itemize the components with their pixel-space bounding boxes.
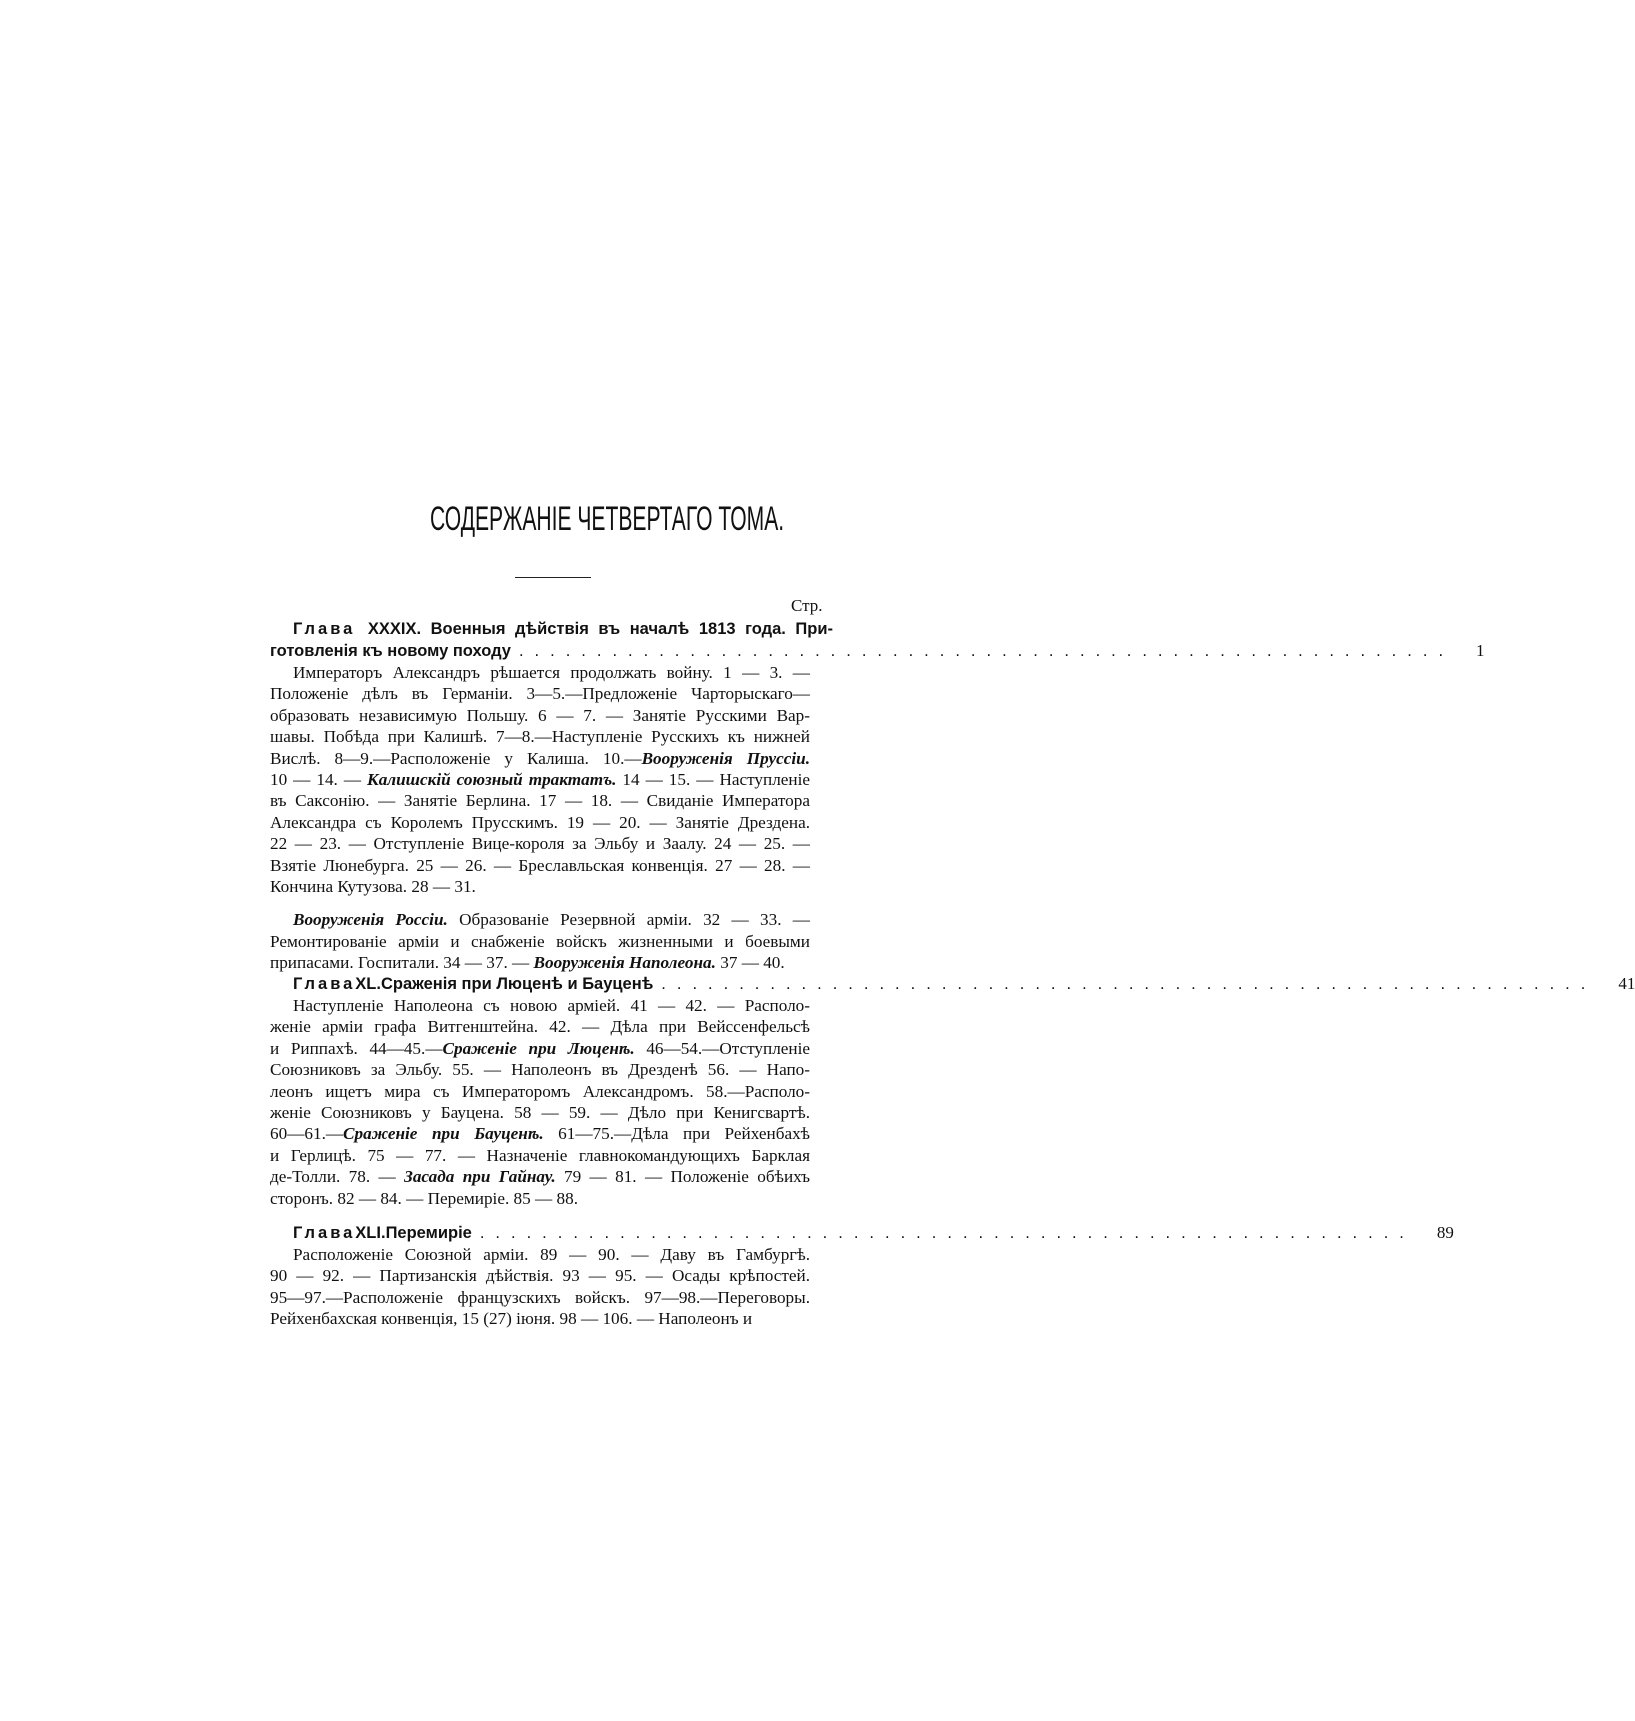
chapter-number: XLI. xyxy=(355,1224,386,1242)
text-segment: 90 — 92. — Партизанскія дѣйствія. 93 — 95. — Осады крѣпостей. xyxy=(270,1266,810,1286)
text-segment: образовать независимую Польшу. 6 — 7. — Занятіе Русскими Вар- xyxy=(270,705,810,725)
text-segment: Ремонтированіе арміи и снабженіе войскъ жизненными и боевыми xyxy=(270,931,810,951)
text-line xyxy=(270,748,810,769)
text-segment: 22 — 23. — Отступленіе Вице-короля за Эльбу и Заалу. 24 — 25. — xyxy=(270,834,810,854)
chapter-title: Перемиріе xyxy=(385,1224,472,1242)
text-line xyxy=(270,683,810,704)
text-segment: Александра съ Королемъ Прусскимъ. 19 — 20. — Занятіе Дрездена. xyxy=(270,812,810,832)
text-line xyxy=(270,1102,810,1123)
chapter-page-number: 1 xyxy=(1476,641,1485,660)
text-segment: Рейхенбахская конвенція, 15 (27) іюня. 98 — 106. — Наполеонъ и xyxy=(270,1309,753,1329)
text-line xyxy=(270,1265,810,1286)
text-segment: сторонъ. 82 — 84. — Перемиріе. 85 — 88. xyxy=(270,1188,578,1208)
text-line xyxy=(270,726,810,747)
text-line xyxy=(270,909,810,930)
chapter-entry xyxy=(270,1222,1454,1330)
text-line xyxy=(270,1188,810,1209)
italic-topic: Вооруженія Пруссіи. xyxy=(641,748,810,768)
chapter-title: Сраженія при Люценѣ и Бауценѣ xyxy=(380,975,654,993)
text-line xyxy=(270,1123,810,1144)
text-line xyxy=(270,1287,810,1308)
text-segment: припасами. Госпитали. 34 — 37. — xyxy=(270,953,534,973)
text-segment: Императоръ Александръ рѣшается продолжать войну. 1 — 3. — xyxy=(293,663,810,682)
dot-leader: ............................................................ xyxy=(518,642,1455,660)
italic-topic: Вооруженія Россіи. xyxy=(293,910,448,930)
italic-topic: Засада при Гайнау. xyxy=(404,1167,556,1187)
italic-topic: Вооруженія Наполеона. xyxy=(533,953,716,973)
text-line xyxy=(270,1059,810,1080)
text-line xyxy=(270,769,810,790)
text-line xyxy=(270,1038,810,1059)
text-line xyxy=(270,855,810,876)
chapter-heading-line xyxy=(270,1222,1454,1244)
chapter-entry xyxy=(270,973,1635,1209)
chapter-heading-line xyxy=(270,973,1635,995)
text-segment: 61—75.—Дѣла при Рейхенбахѣ xyxy=(543,1124,811,1144)
text-line xyxy=(270,1308,810,1329)
text-line xyxy=(270,931,810,952)
text-line xyxy=(270,876,810,897)
chapter-label: Глава xyxy=(293,1224,356,1242)
text-segment: Кончина Кутузова. 28 — 31. xyxy=(270,876,476,896)
text-line xyxy=(270,812,810,833)
chapter-page-number: 89 xyxy=(1436,1223,1454,1242)
chapter-title: Военныя дѣйствія въ началѣ 1813 года. При- xyxy=(430,620,833,638)
text-segment: Наступленіе Наполеона съ новою арміей. 41 — 42. — Располо- xyxy=(293,996,810,1015)
text-line xyxy=(270,790,810,811)
text-line xyxy=(270,995,810,1016)
text-segment: 14 — 15. — Наступленіе xyxy=(616,769,811,789)
dot-leader: ............................................................ xyxy=(479,1224,1415,1242)
text-segment: Образованіе Резервной арміи. 32 — 33. — xyxy=(447,910,810,930)
text-line xyxy=(270,1016,810,1037)
italic-topic: Калишскій союзный трактатъ. xyxy=(367,769,617,789)
title-rule xyxy=(515,577,591,578)
text-segment: 10 — 14. — xyxy=(270,769,368,789)
text-line xyxy=(270,1244,810,1265)
text-line xyxy=(270,705,810,726)
text-segment: Взятіе Люнебурга. 25 — 26. — Бреславльская конвенція. 27 — 28. — xyxy=(270,855,810,875)
text-line xyxy=(270,833,810,854)
italic-topic: Сраженіе при Люценѣ. xyxy=(442,1038,635,1058)
chapter-title: готовленія къ новому походу xyxy=(270,642,511,660)
page-column-label: Стр. xyxy=(791,596,823,615)
text-segment: женіе арміи графа Витгенштейна. 42. — Дѣла при Вейссенфельсѣ xyxy=(270,1017,810,1037)
text-line xyxy=(270,952,810,973)
chapter-number: XXXIX. xyxy=(367,620,431,638)
text-line xyxy=(270,662,810,683)
text-segment: женіе Союзниковъ у Бауцена. 58 — 59. — Дѣло при Кенигсвартѣ. xyxy=(270,1102,810,1122)
paragraph-gap xyxy=(270,897,810,909)
text-segment: 46—54.—Отступленіе xyxy=(634,1038,811,1058)
text-segment: 60—61.— xyxy=(270,1124,344,1144)
text-line xyxy=(270,1081,810,1102)
text-segment: Союзниковъ за Эльбу. 55. — Наполеонъ въ Дрезденѣ 56. — Напо- xyxy=(270,1060,810,1080)
text-segment: Расположеніе Союзной арміи. 89 — 90. — Даву въ Гамбургѣ. xyxy=(293,1245,810,1264)
dot-leader: ............................................................ xyxy=(661,975,1597,993)
text-segment: и Риппахѣ. 44—45.— xyxy=(270,1038,443,1058)
chapter-heading-line xyxy=(270,640,1485,662)
text-segment: и Герлицѣ. 75 — 77. — Назначеніе главнокомандующихъ Барклая xyxy=(270,1145,810,1165)
text-segment: Положеніе дѣлъ въ Германіи. 3—5.—Предложеніе Чарторыскаго— xyxy=(270,684,810,704)
page-title: СОДЕРЖАНІЕ ЧЕТВЕРТАГО ТОМА. xyxy=(430,500,785,538)
chapter-number: XL. xyxy=(355,975,381,993)
text-segment: 37 — 40. xyxy=(715,953,785,973)
text-line xyxy=(270,1145,810,1166)
chapter-heading-line xyxy=(270,618,833,640)
text-segment: леонъ ищетъ мира съ Императоромъ Александромъ. 58.—Располо- xyxy=(270,1081,810,1101)
text-line xyxy=(270,1166,810,1187)
chapter-label: Глава xyxy=(293,620,368,638)
text-segment: шавы. Побѣда при Калишѣ. 7—8.—Наступленіе Русскихъ къ нижней xyxy=(270,727,810,747)
text-segment: де-Толли. 78. — xyxy=(270,1167,405,1187)
chapter-entry xyxy=(270,618,1485,973)
text-segment: 79 — 81. — Положеніе обѣихъ xyxy=(555,1167,810,1187)
chapter-page-number: 41 xyxy=(1618,974,1635,993)
italic-topic: Сраженіе при Бауценѣ. xyxy=(343,1124,544,1144)
text-segment: 95—97.—Расположеніе французскихъ войскъ. 97—98.—Переговоры. xyxy=(270,1287,810,1307)
text-segment: въ Саксонію. — Занятіе Берлина. 17 — 18. — Свиданіе Императора xyxy=(270,791,810,811)
chapter-label: Глава xyxy=(293,975,356,993)
text-segment: Вислѣ. 8—9.—Расположеніе у Калиша. 10.— xyxy=(270,748,642,768)
